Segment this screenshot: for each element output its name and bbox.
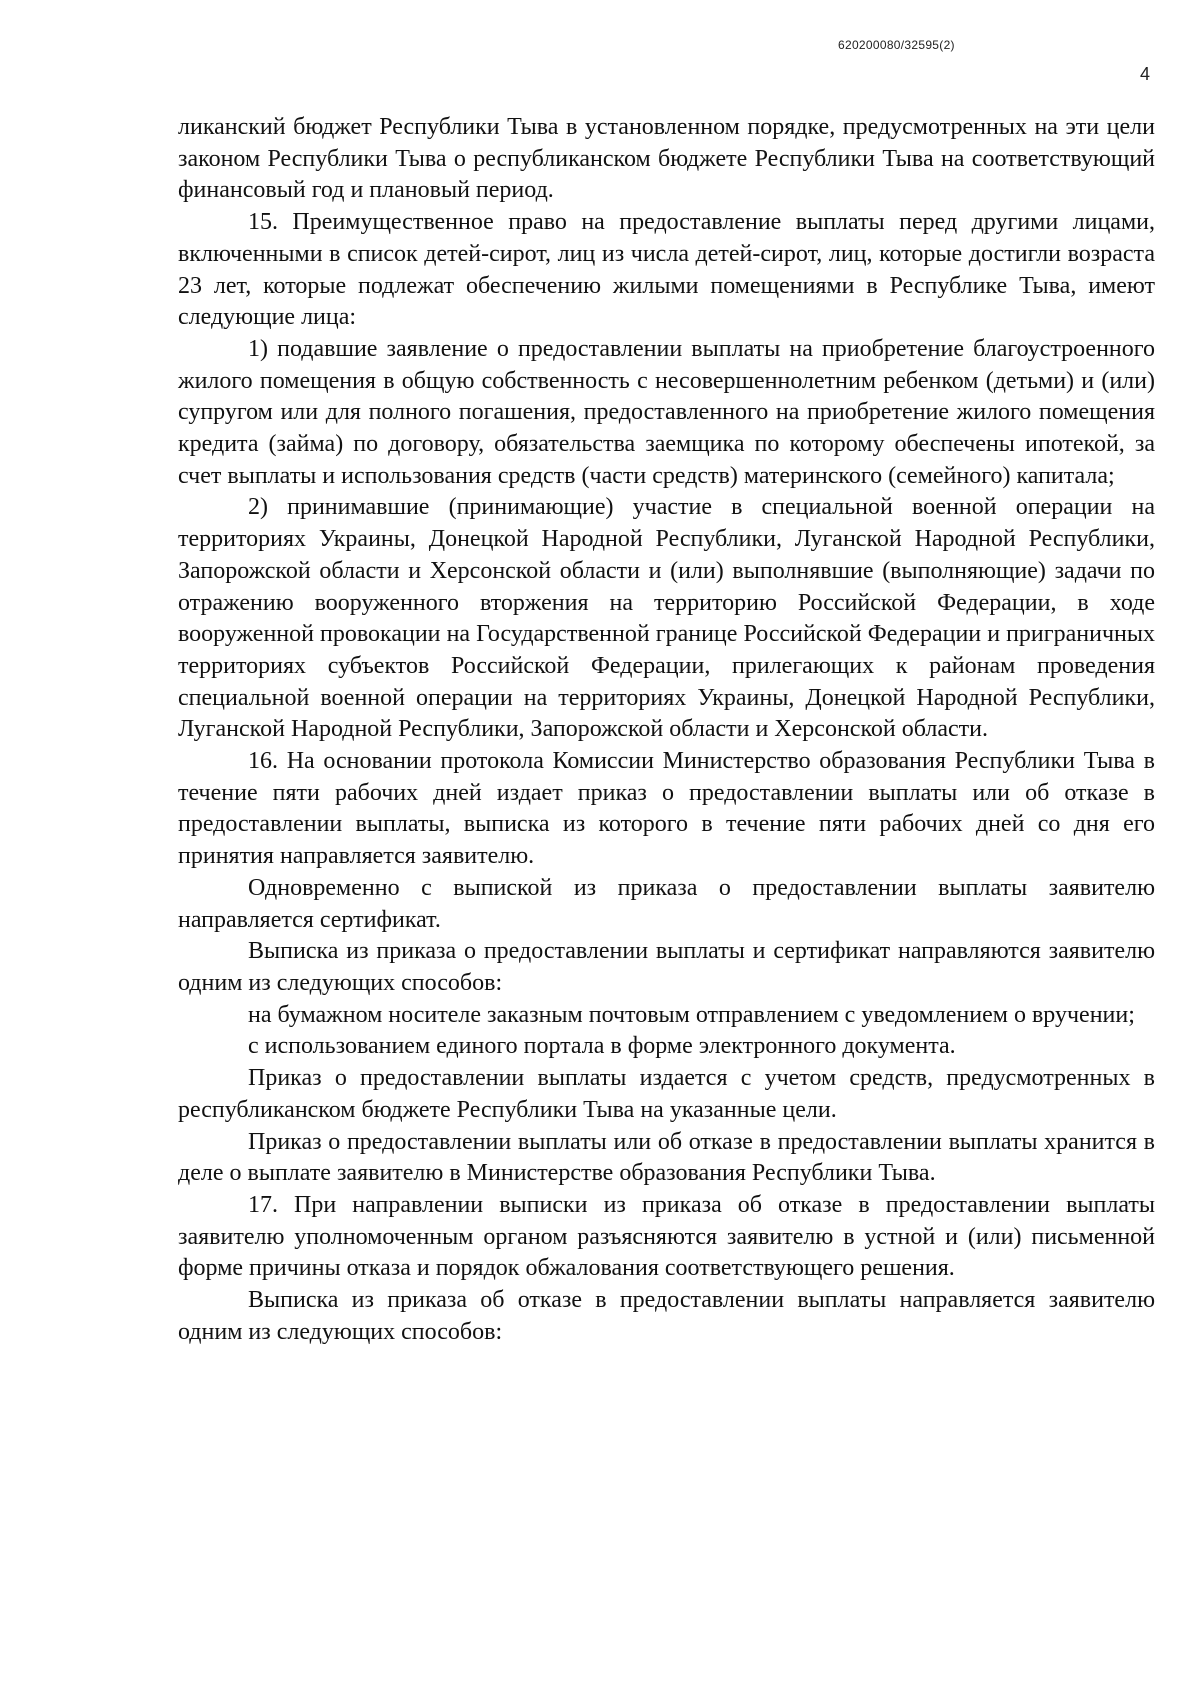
- document-body: [178, 112, 1155, 1348]
- paragraph-15-priority-right: 15. Преимущественное право на предоставление выплаты перед другими лицами, включенными в список детей-сирот, лиц из числа детей-сирот, лиц, которые достигли возраста 23 лет, которые подлежат обеспечению жилыми помещениями в Республике Тыва, имеют следующие лица:: [178, 209, 1155, 331]
- paragraph-order-storage: Приказ о предоставлении выплаты или об отказе в предоставлении выплаты хранится в деле о выплате заявителю в Министерстве образования Республики Тыва.: [178, 1128, 1155, 1187]
- paragraph-delivery-methods: Выписка из приказа о предоставлении выплаты и сертификат направляются заявителю одним из следующих способов:: [178, 938, 1155, 996]
- paragraph-delivery-portal: с использованием единого портала в форме электронного документа.: [248, 1033, 956, 1060]
- paragraph-15-item-1: 1) подавшие заявление о предоставлении выплаты на приобретение благоустроенного жилого помещения в общую собственность с несовершеннолетним ребенком (детьми) и (или) супругом или для полного погашения, предоставленного на приобретение жилого помещения кредита (займа) по договору, обязательства заемщика по которому обеспечены ипотекой, за счет выплаты и использования средств (части средств) материнского (семейного) капитала;: [178, 335, 1155, 489]
- paragraph-17-refusal: 17. При направлении выписки из приказа об отказе в предоставлении выплаты заявителю уполномоченным органом разъясняются заявителю в устной и (или) письменной форме причины отказа и порядок обжалования соответствующего решения.: [178, 1191, 1155, 1282]
- paragraph-budget-funds: Приказ о предоставлении выплаты издается с учетом средств, предусмотренных в республиканском бюджете Республики Тыва на указанные цели.: [178, 1065, 1155, 1123]
- document-id: 620200080/32595(2): [838, 38, 955, 52]
- page-number: 4: [1140, 64, 1151, 84]
- paragraph-budget-continuation: ликанский бюджет Республики Тыва в установленном порядке, предусмотренных на эти цели законом Республики Тыва о республиканском бюджете Республики Тыва на соответствующий финансовый год и плановый период.: [178, 114, 1155, 204]
- paragraph-certificate: Одновременно с выпиской из приказа о предоставлении выплаты заявителю направляется сертификат.: [178, 874, 1155, 933]
- paragraph-15-item-2: 2) принимавшие (принимающие) участие в специальной военной операции на территориях Украины, Донецкой Народной Республики, Луганской Народной Республики, Запорожской области и Херсонской области и (или) выполнявшие (выполняющие) задачи по отражению вооруженного вторжения на территорию Российской Федерации, в ходе вооруженной провокации на Государственной границе Российской Федерации и приграничных территориях субъектов Российской Федерации, прилегающих к районам проведения специальной военной операции на территориях Украины, Донецкой Народной Республики, Луганской Народной Республики, Запорожской области и Херсонской области.: [178, 494, 1155, 743]
- paragraph-16-order: 16. На основании протокола Комиссии Министерство образования Республики Тыва в течение пяти рабочих дней издает приказ о предоставлении выплаты или об отказе в предоставлении выплаты, выписка из которого в течение пяти рабочих дней со дня его принятия направляется заявителю.: [178, 748, 1155, 870]
- paragraph-refusal-delivery: Выписка из приказа об отказе в предоставлении выплаты направляется заявителю одним из следующих способов:: [178, 1287, 1155, 1345]
- paragraph-delivery-paper: на бумажном носителе заказным почтовым отправлением с уведомлением о вручении;: [248, 1001, 1135, 1028]
